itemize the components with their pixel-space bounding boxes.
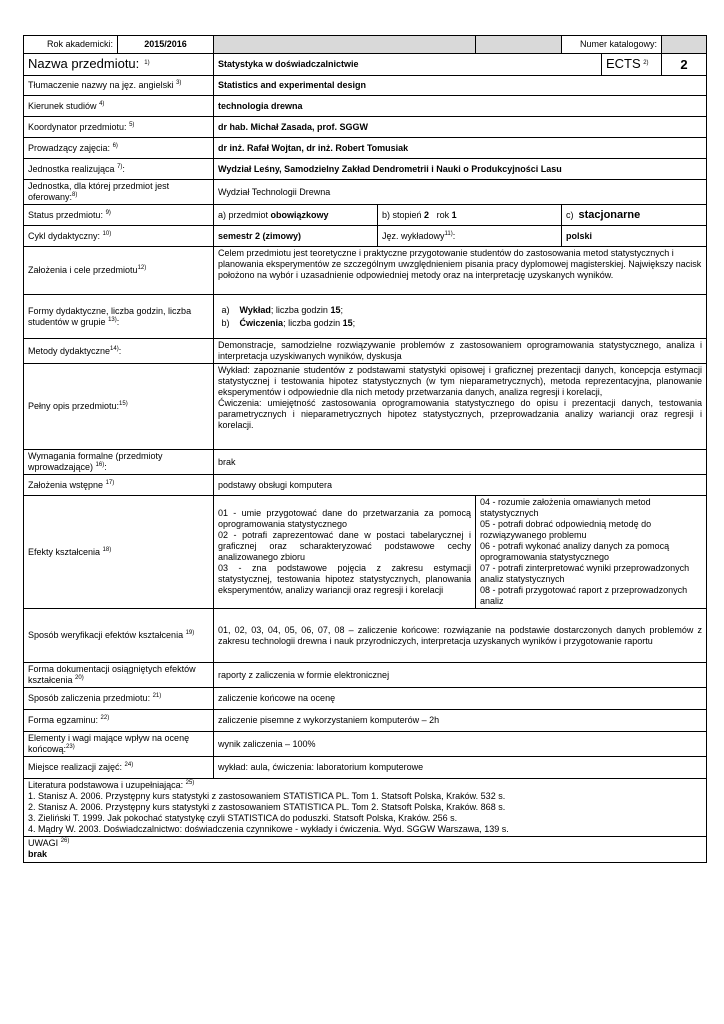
rok-akademicki-value: 2015/2016: [118, 36, 214, 54]
metody-row: [24, 339, 707, 364]
opis-value-cell: [214, 364, 707, 450]
opis-sup: 15): [119, 401, 128, 407]
opis-wyklad: Wykład: zapoznanie studentów z podstawami statystyki opisowej i graficznej prezentacji danych, koncepcja estymacji statystycznej i testowania hipotez statystycznych (w tym nieparametrycznych), metoda reprezentacyjna, planowanie eksperymentów i odpowiednie dla nich metody przetwarzania danych, analiza regresji i korelacji,: [218, 365, 703, 397]
status-b-prefix: b) stopień: [382, 209, 422, 220]
miejsce-sup: 24): [124, 762, 134, 768]
efekt-item: 01 - umie przygotować dane do przetwarzania za pomocą oprogramowania statystycznego: [218, 508, 471, 529]
egzamin-row: [24, 710, 707, 732]
status-b-cell: [378, 205, 562, 226]
zalozenia-wstepne-value: podstawy obsługi komputera: [214, 475, 707, 496]
formy-item-wyklad: [219, 305, 701, 316]
uwagi-row: [24, 837, 707, 863]
efekty-right-cell: [476, 496, 707, 609]
wymagania-value: brak: [214, 450, 707, 475]
zalozenia-cele-row: [24, 247, 707, 295]
miejsce-value: wykład: aula, ćwiczenia: laboratorium komputerowe: [214, 757, 707, 779]
oferowany-row: [24, 180, 707, 205]
koordynator-sup: 5): [129, 121, 135, 128]
uwagi-sup: 26): [60, 838, 70, 844]
efekty-left-cell: [214, 496, 476, 609]
prowadzacy-row: [24, 138, 707, 159]
koordynator-value: dr hab. Michał Zasada, prof. SGGW: [214, 117, 707, 138]
kierunek-label-cell: [24, 96, 214, 117]
metody-text: Demonstracje, samodzielne rozwiązywanie problemów z zastosowaniem oprogramowania statystycznego, analiza i interpretacja uzyskiwanych wyników, dyskusja: [214, 339, 707, 364]
dokumentacja-label-cell: [24, 663, 214, 688]
syllabus-table: [23, 35, 707, 863]
zalozenia-wstepne-sup: 17): [105, 479, 115, 486]
uwagi-label: UWAGI: [28, 838, 59, 848]
koordynator-row: [24, 117, 707, 138]
prowadzacy-label-cell: [24, 138, 214, 159]
jezyk-label-cell: [378, 226, 562, 247]
literatura-item: 1. Stanisz A. 2006. Przystępny kurs statystyki z zastosowaniem STATISTICA PL. Tom 1. Statsoft Polska, Kraków. 532 s.: [28, 791, 506, 801]
tlumaczenie-label-cell: [24, 76, 214, 96]
jednostka-sup: 7): [117, 163, 123, 170]
formy-sup: 13): [108, 316, 117, 323]
cykl-sup: 10): [102, 230, 112, 237]
zaliczenie-value: zaliczenie końcowe na ocenę: [214, 688, 707, 710]
zalozenia-wstepne-label: Założenia wstępne: [28, 479, 104, 490]
zaliczenie-label: Sposób zaliczenia przedmiotu:: [28, 693, 151, 703]
ects-sup: 2): [643, 60, 649, 66]
zalozenia-wstepne-label-cell: [24, 475, 214, 496]
literatura-sup: 25): [185, 780, 195, 786]
cykl-label: Cykl dydaktyczny:: [28, 230, 101, 241]
wymagania-label: Wymagania formalne (przedmioty wprowadzające): [28, 451, 163, 472]
oferowany-value: Wydział Technologii Drewna: [214, 180, 707, 205]
zalozenia-cele-label-cell: [24, 247, 214, 295]
formy-item-end: ;: [352, 317, 356, 328]
cykl-value: semestr 2 (zimowy): [214, 226, 378, 247]
formy-list: [219, 305, 701, 329]
status-c-cell: [562, 205, 707, 226]
formy-item-cwiczenia: [219, 318, 701, 329]
literatura-item: 3. Zieliński T. 1999. Jak pokochać statystykę czyli STATISTICA do poduszki. Statsoft Polska, Kraków. 256 s.: [28, 813, 458, 823]
header-blank-2: [476, 36, 562, 54]
miejsce-label: Miejsce realizacji zajęć:: [28, 762, 123, 772]
oferowany-label-cell: [24, 180, 214, 205]
jezyk-value: polski: [562, 226, 707, 247]
opis-cwiczenia: Ćwiczenia: umiejętność zastosowania oprogramowania statystycznego do opisu i prezentacji danych, testowania parametrycznych i nieparametrycznych hipotez statystycznych, przeprowadzania analizy wariancji oraz regresji i korelacji.: [218, 398, 703, 430]
uwagi-heading: [28, 838, 702, 849]
prowadzacy-value: dr inż. Rafał Wojtan, dr inż. Robert Tomusiak: [214, 138, 707, 159]
literatura-item: 4. Mądry W. 2003. Doświadczalnictwo: doświadczenia czynnikowe - wykłady i ćwiczenia. Wyd. SGGW Warszawa, 139 s.: [28, 824, 509, 834]
status-rok-prefix: rok: [436, 209, 450, 220]
zalozenia-cele-sup: 12): [137, 265, 147, 271]
metody-suffix: :: [118, 345, 122, 356]
elementy-label: Elementy i wagi mające wpływ na ocenę końcową:: [28, 733, 190, 754]
uwagi-value: brak: [28, 849, 48, 859]
literatura-row: [24, 779, 707, 837]
weryfikacja-label-cell: [24, 609, 214, 663]
status-a-cell: [214, 205, 378, 226]
status-row: [24, 205, 707, 226]
tlumaczenie-label: Tłumaczenie nazwy na jęz. angielski: [28, 80, 174, 90]
formy-item-hours: 15: [330, 304, 341, 315]
weryfikacja-text: 01, 02, 03, 04, 05, 06, 07, 08 – zaliczenie końcowe: rozwiązanie na podstawie dostarczonych danych problemów z zakresu technologii drewna i nauk przyrodniczych, interpretacja uzyskanych wyników i przygotowanie raportu: [214, 609, 707, 663]
opis-label: Pełny opis przedmiotu:: [28, 401, 120, 411]
efekt-item: 02 - potrafi zaprezentować dane w postaci tabelarycznej i graficznej oraz scharakteryzować podstawowe cechy analizowanego zbioru: [218, 530, 471, 562]
prowadzacy-label: Prowadzący zajęcia:: [28, 142, 111, 153]
nazwa-label: Nazwa przedmiotu:: [28, 56, 140, 71]
jednostka-suffix: :: [122, 163, 125, 174]
zaliczenie-sup: 21): [152, 693, 162, 699]
literatura-heading: [28, 780, 702, 791]
formy-item-letter: b): [221, 317, 230, 328]
status-c-prefix: c): [566, 209, 574, 220]
efekty-sup: 18): [102, 546, 112, 553]
status-label-cell: [24, 205, 214, 226]
tlumaczenie-row: [24, 76, 707, 96]
efekt-item: 03 - zna podstawowe pojęcia z zakresu estymacji statystycznej, testowania hipotez statystycznych, planowania eksperymentów, analizy wariancji oraz regresji i korelacji: [218, 563, 471, 595]
ects-label-cell: [602, 54, 662, 76]
formy-item-hours: 15: [342, 317, 353, 328]
status-sup: 9): [105, 209, 111, 216]
tlumaczenie-value: Statistics and experimental design: [214, 76, 707, 96]
kierunek-row: [24, 96, 707, 117]
status-a-value: obowiązkowy: [270, 209, 329, 220]
formy-suffix: :: [116, 316, 120, 327]
elementy-sup: 23): [66, 744, 75, 750]
dokumentacja-value: raporty z zaliczenia w formie elektronicznej: [214, 663, 707, 688]
elementy-value: wynik zaliczenia – 100%: [214, 732, 707, 757]
efekty-label: Efekty kształcenia: [28, 546, 101, 557]
weryfikacja-label: Sposób weryfikacji efektów kształcenia: [28, 630, 184, 640]
prowadzacy-sup: 6): [112, 142, 118, 149]
wymagania-label-cell: [24, 450, 214, 475]
numer-katalogowy-label: Numer katalogowy:: [562, 36, 662, 54]
egzamin-sup: 22): [100, 715, 110, 721]
opis-label-cell: [24, 364, 214, 450]
wymagania-sup: 16): [95, 462, 105, 468]
egzamin-label-cell: [24, 710, 214, 732]
uwagi-cell: [24, 837, 707, 863]
formy-item-end: ;: [340, 304, 343, 315]
efekt-item: 04 - rozumie założenia omawianych metod statystycznych: [480, 497, 651, 518]
cykl-row: [24, 226, 707, 247]
literatura-item: 2. Stanisz A. 2006. Przystępny kurs statystyki z zastosowaniem STATISTICA PL. Tom 2. Statsoft Polska, Kraków. 868 s.: [28, 802, 506, 812]
efekt-item: 05 - potrafi dobrać odpowiednią metodę do rozwiązywanego problemu: [480, 519, 652, 540]
nazwa-sup: 1): [144, 60, 150, 66]
metody-sup: 14): [110, 345, 119, 352]
opis-row: [24, 364, 707, 450]
elementy-label-cell: [24, 732, 214, 757]
elementy-row: [24, 732, 707, 757]
dokumentacja-row: [24, 663, 707, 688]
nazwa-row: [24, 54, 707, 76]
status-rok-value: 1: [451, 209, 457, 220]
formy-value-cell: [214, 295, 707, 339]
egzamin-value: zaliczenie pisemne z wykorzystaniem komputerów – 2h: [214, 710, 707, 732]
egzamin-label: Forma egzaminu:: [28, 715, 99, 725]
jednostka-value: Wydział Leśny, Samodzielny Zakład Dendrometrii i Nauki o Produkcyjności Lasu: [214, 159, 707, 180]
jezyk-label: Jęz. wykładowy: [382, 230, 445, 241]
koordynator-label: Koordynator przedmiotu:: [28, 121, 127, 132]
formy-item-rest: ; liczba godzin: [283, 317, 341, 328]
jezyk-sup: 11): [444, 230, 453, 237]
metody-label: Metody dydaktyczne: [28, 345, 111, 356]
literatura-cell: [24, 779, 707, 837]
zaliczenie-row: [24, 688, 707, 710]
weryfikacja-row: [24, 609, 707, 663]
cykl-label-cell: [24, 226, 214, 247]
zalozenia-cele-label: Założenia i cele przedmiotu: [28, 265, 138, 275]
wymagania-row: [24, 450, 707, 475]
metody-label-cell: [24, 339, 214, 364]
status-label: Status przedmiotu:: [28, 209, 104, 220]
zalozenia-wstepne-row: [24, 475, 707, 496]
kierunek-label: Kierunek studiów: [28, 100, 97, 111]
dokumentacja-sup: 20): [75, 675, 84, 681]
formy-item-letter: a): [221, 304, 230, 315]
formy-label: Formy dydaktyczne, liczba godzin, liczba studentów w grupie: [28, 305, 192, 327]
jednostka-label: Jednostka realizująca: [28, 163, 115, 174]
jednostka-row: [24, 159, 707, 180]
formy-row: [24, 295, 707, 339]
kierunek-value: technologia drewna: [214, 96, 707, 117]
status-b-value: 2: [424, 209, 430, 220]
numer-katalogowy-value: [662, 36, 707, 54]
nazwa-label-cell: [24, 54, 214, 76]
header-blank-1: [214, 36, 476, 54]
jednostka-label-cell: [24, 159, 214, 180]
miejsce-label-cell: [24, 757, 214, 779]
kierunek-sup: 4): [99, 100, 105, 107]
efekty-row: [24, 496, 707, 609]
oferowany-label: Jednostka, dla której przedmiot jest oferowany:: [28, 181, 170, 202]
wymagania-suffix: :: [104, 462, 107, 472]
koordynator-label-cell: [24, 117, 214, 138]
efekty-label-cell: [24, 496, 214, 609]
oferowany-sup: 8): [72, 192, 78, 198]
formy-label-cell: [24, 295, 214, 339]
rok-akademicki-label: Rok akademicki:: [24, 36, 118, 54]
literatura-label: Literatura podstawowa i uzupełniająca:: [28, 780, 184, 790]
nazwa-value: Statystyka w doświadczalnictwie: [214, 54, 602, 76]
ects-value: 2: [662, 54, 707, 76]
formy-item-rest: ; liczba godzin: [270, 304, 328, 315]
dokumentacja-label: Forma dokumentacji osiągniętych efektów kształcenia: [28, 664, 196, 685]
efekt-item: 08 - potrafi przygotować raport z przeprowadzonych analiz: [480, 585, 688, 606]
header-row: [24, 36, 707, 54]
zalozenia-cele-text: Celem przedmiotu jest teoretyczne i praktyczne przygotowanie studentów do zastosowania metod statystycznych i planowania eksperymentów ze szczególnym uwzględnieniem pisania pracy dyplomowej magisterskiej. Największy nacisk położono na wybór i uzasadnienie odpowiedniej metody oraz na interpretację uzyskanych wyników.: [214, 247, 707, 295]
ects-label: ECTS: [606, 56, 641, 71]
formy-item-name: Ćwiczenia: [239, 317, 284, 328]
status-c-value: stacjonarne: [578, 208, 641, 221]
efekt-item: 06 - potrafi wykonać analizy danych za pomocą oprogramowania statystycznego: [480, 541, 670, 562]
weryfikacja-sup: 19): [185, 630, 195, 636]
efekt-item: 07 - potrafi zinterpretować wyniki przeprowadzonych analiz statystycznych: [480, 563, 690, 584]
zaliczenie-label-cell: [24, 688, 214, 710]
miejsce-row: [24, 757, 707, 779]
status-a-prefix: a) przedmiot: [218, 209, 269, 220]
tlumaczenie-sup: 3): [176, 80, 182, 86]
jezyk-suffix: :: [452, 230, 456, 241]
formy-item-name: Wykład: [239, 304, 271, 315]
